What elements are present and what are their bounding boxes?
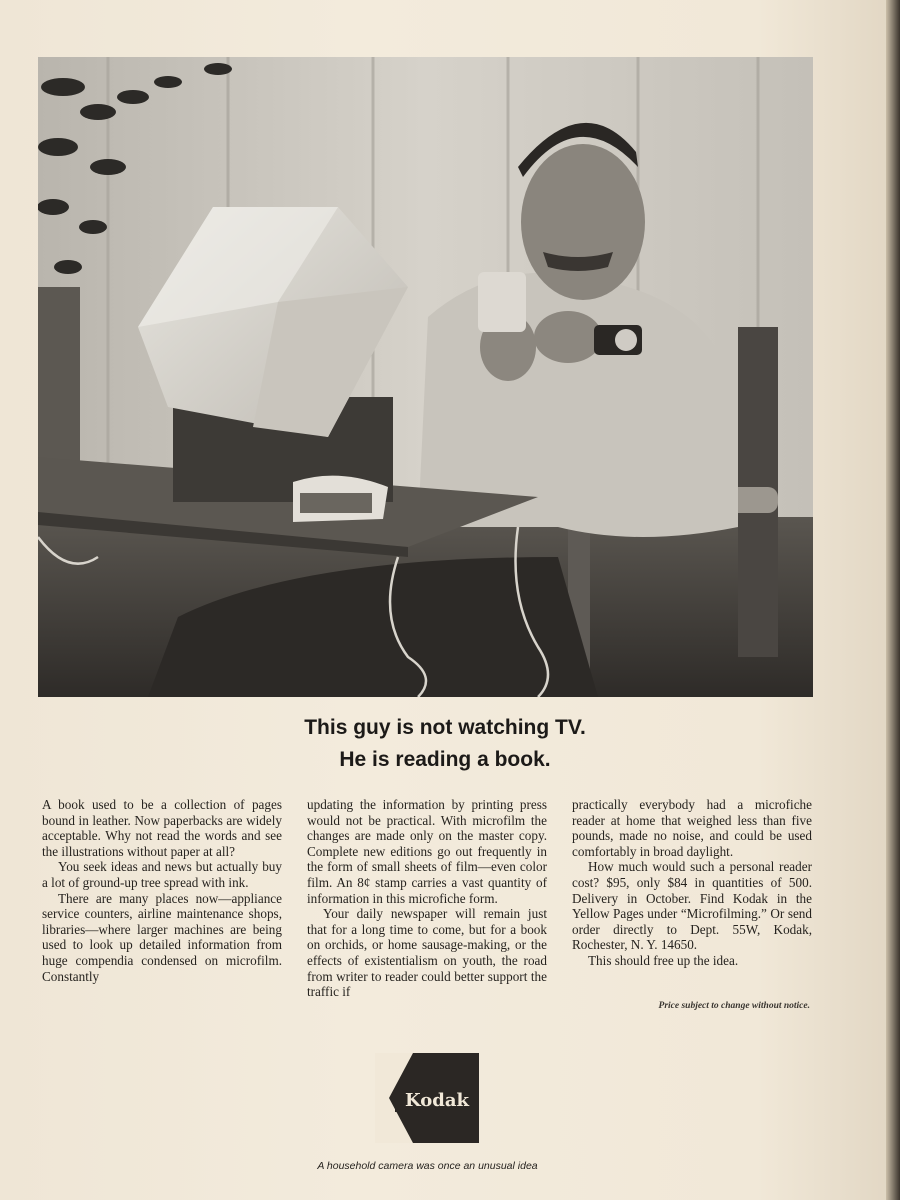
body-column-1 [42,797,282,984]
photo-man-with-microfiche-reader [38,57,813,697]
paragraph: practically everybody had a microfiche reader at home that weighed less than five pounds, made no noise, and could be used comfortably in broad daylight. [572,797,812,859]
paragraph: There are many places now—appliance service counters, airline maintenance shops, libraries—where larger machines are being used to look up detailed information from huge compendia condensed on microfilm. Constantly [42,890,282,984]
body-column-2 [307,797,547,1000]
paragraph: Your daily newspaper will remain just that for a long time to come, but for a book on orchids, or home sausage-making, or the effects of existentialism on youth, the road from writer to reader could better support the traffic if [307,906,547,1000]
headline-line-2: He is reading a book. [339,748,551,771]
body-column-3 [572,797,812,969]
tagline: A household camera was once an unusual idea [317,1160,538,1172]
kodak-logo-text: Kodak [405,1090,469,1111]
paragraph: This should free up the idea. [588,952,739,968]
price-disclaimer: Price subject to change without notice. [658,1001,810,1011]
paragraph: updating the information by printing press would not be practical. With microfilm the changes are made only on the master copy. Complete new editions go out frequently in the form of small sheets of film—even color film. An 8¢ stamp carries a vast quantity of information in this microfiche form. [307,797,547,906]
page-edge-shadow [886,0,900,1200]
paragraph: You seek ideas and news but actually buy a lot of ground-up tree spread with ink. [42,859,282,890]
paragraph: How much would such a personal reader cost? $95, only $84 in quantities of 500. Delivery in October. Find Kodak in the Yellow Pages under “Microfilming.” Or send order directly to Dept. 55W, Kodak, Rochester, N. Y. 14650. [572,859,812,953]
paragraph: A book used to be a collection of pages bound in leather. Now paperbacks are widely acceptable. Why not read the words and see the illustrations without paper at all? [42,797,282,859]
headline-line-1: This guy is not watching TV. [304,716,586,739]
kodak-logo [375,1053,479,1143]
